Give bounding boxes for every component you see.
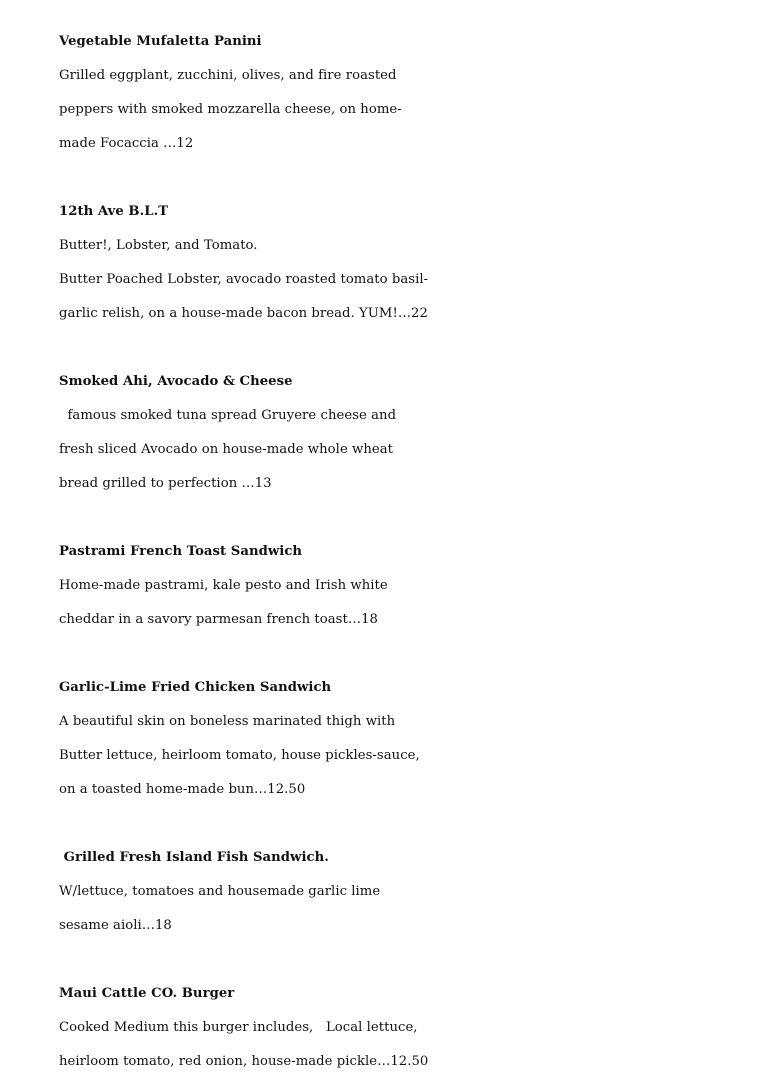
menu-item-12th-ave-blt [59, 201, 479, 337]
menu-item-description-line: W/lettuce, tomatoes and housemade garlic lime [59, 884, 381, 899]
menu-item-description-line: peppers with smoked mozzarella cheese, on home- [59, 102, 402, 117]
menu-item-description-line: cheddar in a savory parmesan french toast…18 [59, 612, 378, 627]
menu-item-pastrami-french-toast-sandwich [59, 541, 479, 643]
menu-item-description-line: on a toasted home-made bun…12.50 [59, 782, 306, 797]
menu-item-description-line: heirloom tomato, red onion, house-made pickle…12.50 [59, 1054, 429, 1069]
menu-item-description-line: Grilled eggplant, zucchini, olives, and fire roasted [59, 68, 397, 83]
menu-page [59, 31, 479, 1085]
menu-item-description-line: Butter Poached Lobster, avocado roasted tomato basil- [59, 272, 429, 287]
menu-item-description-line: Butter!, Lobster, and Tomato. [59, 238, 258, 253]
menu-item-description-line: garlic relish, on a house-made bacon bread. YUM!…22 [59, 306, 428, 321]
menu-item-smoked-ahi-avocado-cheese [59, 371, 479, 507]
spacer [59, 337, 479, 371]
menu-item-grilled-fresh-island-fish-sandwich [59, 847, 479, 949]
spacer [59, 949, 479, 983]
menu-item-description-line: famous smoked tuna spread Gruyere cheese and [59, 408, 397, 423]
spacer [59, 813, 479, 847]
menu-item-title: Garlic-Lime Fried Chicken Sandwich [59, 680, 332, 695]
menu-item-description-line: Home-made pastrami, kale pesto and Irish white [59, 578, 388, 593]
menu-item-description-line: made Focaccia …12 [59, 136, 194, 151]
menu-item-maui-cattle-co-burger [59, 983, 479, 1085]
spacer [59, 643, 479, 677]
menu-item-title: Maui Cattle CO. Burger [59, 986, 235, 1001]
menu-item-title: Grilled Fresh Island Fish Sandwich. [59, 850, 329, 865]
menu-item-garlic-lime-fried-chicken-sandwich [59, 677, 479, 813]
menu-item-description-line: fresh sliced Avocado on house-made whole wheat [59, 442, 394, 457]
menu-item-vegetable-mufaletta-panini [59, 31, 479, 167]
menu-item-description-line: A beautiful skin on boneless marinated thigh with [59, 714, 396, 729]
menu-item-title: Vegetable Mufaletta Panini [59, 34, 262, 49]
menu-item-description-line: Butter lettuce, heirloom tomato, house pickles-sauce, [59, 748, 420, 763]
spacer [59, 507, 479, 541]
menu-item-description-line: bread grilled to perfection …13 [59, 476, 272, 491]
menu-item-title: Pastrami French Toast Sandwich [59, 544, 303, 559]
menu-item-description-line: sesame aioli…18 [59, 918, 172, 933]
menu-item-title: Smoked Ahi, Avocado & Cheese [59, 374, 293, 389]
spacer [59, 167, 479, 201]
menu-item-description-line: Cooked Medium this burger includes, Local lettuce, [59, 1020, 418, 1035]
menu-item-title: 12th Ave B.L.T [59, 204, 169, 219]
